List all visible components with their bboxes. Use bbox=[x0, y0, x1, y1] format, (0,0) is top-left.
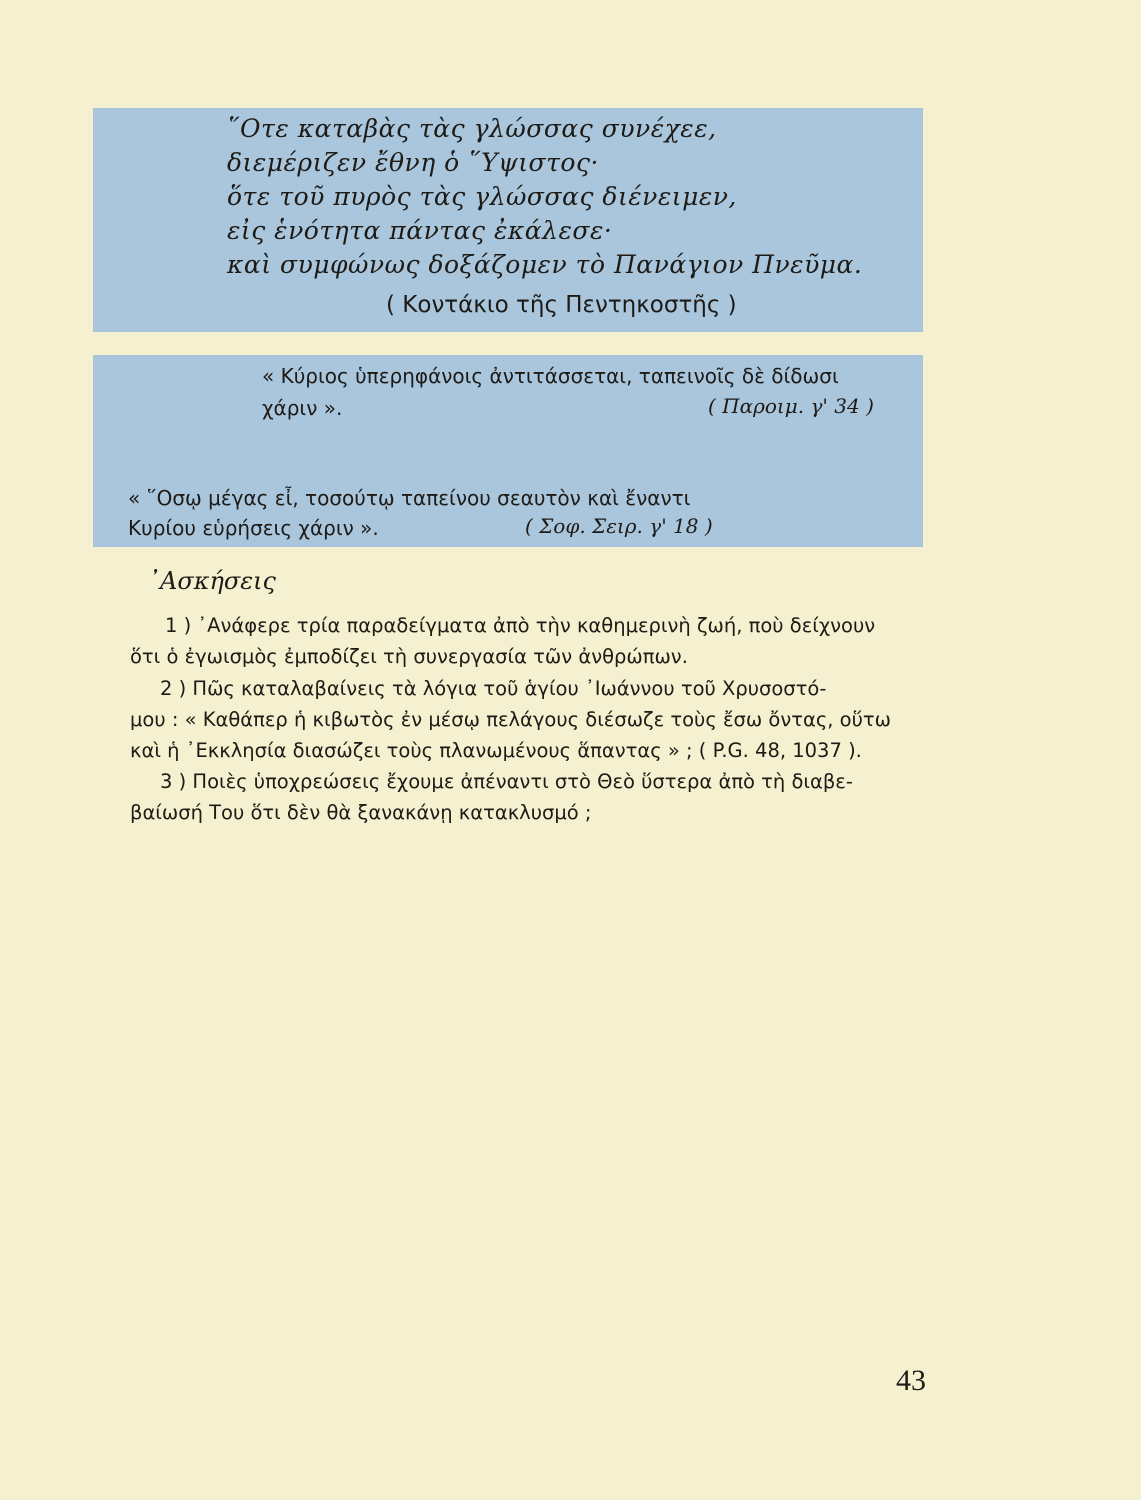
exercise-1-line-1: 1 ) ᾿Ανάφερε τρία παραδείγματα ἀπὸ τὴν καθημερινὴ ζωή, ποὺ δείχνουν bbox=[165, 614, 876, 637]
kontakion-line-2: διεμέριζεν ἔθνη ὁ ῞Υψιστος· bbox=[227, 148, 599, 177]
exercises-heading: ᾿Ασκήσεις bbox=[148, 567, 276, 595]
kontakion-line-5: καὶ συμφώνως δοξάζομεν τὸ Πανάγιον Πνεῦμα. bbox=[227, 250, 863, 279]
kontakion-line-1: ῞Οτε καταβὰς τὰς γλώσσας συνέχεε, bbox=[227, 114, 717, 143]
page-number: 43 bbox=[896, 1364, 926, 1397]
exercise-3-line-1: 3 ) Ποιὲς ὑποχρεώσεις ἔχουμε ἀπέναντι στὸ Θεὸ ὕστερα ἀπὸ τὴ διαβε- bbox=[160, 770, 853, 793]
proverb-reference: ( Παροιμ. γ' 34 ) bbox=[708, 394, 874, 418]
sirach-line-1: « ῞Οσῳ μέγας εἶ, τοσούτῳ ταπείνου σεαυτὸν καὶ ἔναντι bbox=[128, 486, 691, 510]
proverb-line-2: χάριν ». bbox=[262, 396, 343, 420]
sirach-reference: ( Σοφ. Σειρ. γ' 18 ) bbox=[525, 514, 713, 538]
exercise-3-line-2: βαίωσή Του ὅτι δὲν θὰ ξανακάνῃ κατακλυσμό ; bbox=[130, 801, 592, 824]
kontakion-source: ( Κοντάκιο τῆς Πεντηκοστῆς ) bbox=[386, 292, 737, 318]
kontakion-line-4: εἰς ἑνότητα πάντας ἐκάλεσε· bbox=[227, 216, 613, 245]
kontakion-line-3: ὅτε τοῦ πυρὸς τὰς γλώσσας διένειμεν, bbox=[227, 182, 737, 211]
exercise-2-line-1: 2 ) Πῶς καταλαβαίνεις τὰ λόγια τοῦ ἁγίου ᾿Ιωάννου τοῦ Χρυσοστό- bbox=[160, 677, 827, 700]
exercise-2-line-3: καὶ ἡ ᾿Εκκλησία διασώζει τοὺς πλανωμένους ἅπαντας » ; ( P.G. 48, 1037 ). bbox=[130, 739, 862, 762]
proverb-line-1: « Κύριος ὑπερηφάνοις ἀντιτάσσεται, ταπεινοῖς δὲ δίδωσι bbox=[262, 364, 839, 388]
sirach-line-2: Κυρίου εὑρήσεις χάριν ». bbox=[128, 516, 379, 540]
exercise-1-line-2: ὅτι ὁ ἐγωισμὸς ἐμποδίζει τὴ συνεργασία τῶν ἀνθρώπων. bbox=[130, 645, 688, 668]
exercise-2-line-2: μου : « Καθάπερ ἡ κιβωτὸς ἐν μέσῳ πελάγους διέσωζε τοὺς ἔσω ὄντας, οὕτω bbox=[130, 708, 891, 731]
